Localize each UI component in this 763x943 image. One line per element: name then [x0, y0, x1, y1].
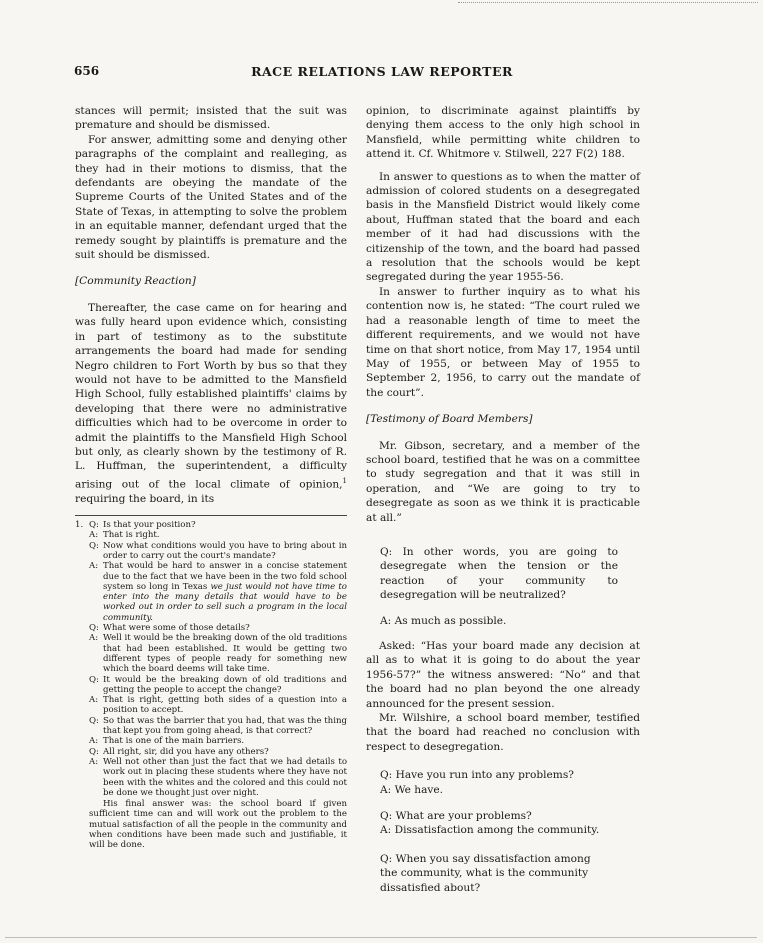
question-2: Q: Have you run into any problems?: [380, 769, 574, 782]
footnote-line-body: That is right, getting both sides of a question into a position to accept.: [103, 695, 347, 716]
footnote-line-body: Well it would be the breaking down of the old traditions that had been established. It would be getting two different types of people ready for something new which the board deems will take time.: [103, 633, 347, 675]
right-paragraph-6: Mr. Wilshire, a school board member, testified that the board had reached no conclusion with respect to desegregation.: [366, 712, 640, 753]
footnote-line: [75, 561, 347, 623]
right-paragraph-4: Mr. Gibson, secretary, and a member of the school board, testified that he was on a committee to study segregation and that it was still in operation, and “We are going to try to desegregate as soon as we think it is practicable at all.”: [366, 439, 640, 524]
footnote-speaker-label: Q:: [89, 674, 99, 685]
footnote-speaker-label: A:: [89, 530, 99, 541]
footnote-line-body: Well not other than just the fact that we had details to work out in placing these students where they have not been with the whites and the colored and this could not be done we thought just over night.: [103, 756, 347, 798]
footnote-number: [75, 561, 89, 623]
footnote-line-text: [103, 623, 347, 633]
footnote-line-body: Now what conditions would you have to bring about in order to carry out the court's mandate?: [103, 540, 347, 561]
question-1: Q: In other words, you are going to desegregate when the tension or the reaction of your community to desegregation will be neutralized?: [380, 545, 618, 602]
footnote-line: [75, 530, 347, 540]
page-number: 656: [74, 64, 100, 78]
footnote-speaker-label: A:: [89, 756, 99, 767]
footnote-line: [75, 675, 347, 696]
footnote-number: [75, 716, 89, 737]
footnote-line-text: [103, 716, 347, 737]
running-title: RACE RELATIONS LAW REPORTER: [251, 64, 513, 79]
footnote-number: [75, 747, 89, 757]
footnote-speaker-label: Q:: [89, 715, 99, 726]
right-paragraph-5: Asked: “Has your board made any decision at all as to what it is going to do about the year 1956-57?” the witness answered: “No” and that the board had no plan beyond the one already announced for the present session.: [366, 640, 640, 710]
footnote-line-text: [103, 561, 347, 623]
footnote-line-body: That would be hard to answer in a concise statement due to the fact that we have been in the two fold school system so long in Texas: [103, 561, 347, 592]
question-3: Q: What are your problems?: [380, 810, 532, 823]
question-4: Q: When you say dissatisfaction among the community, what is the community dissatisfied about?: [380, 852, 591, 894]
footnote-number: 1.: [75, 520, 84, 531]
left-paragraph-2: For answer, admitting some and denying other paragraphs of the complaint and realleging, as they had in their motions to dismiss, that the defendants are obeying the mandate of the Supreme Courts of the United States and of the State of Texas, in attempting to solve the problem in an equitable manner, defendant urged that the remedy sought by plaintiffs is premature and the suit should be dismissed.: [75, 133, 347, 262]
footnote-number: [75, 530, 89, 540]
footnote-line-body: What were some of those details?: [103, 623, 250, 634]
footnote-line-body: All right, sir, did you have any others?: [103, 746, 269, 757]
footnote-line-text: [103, 736, 347, 746]
left-paragraph-1: stances will permit; insisted that the suit was premature and should be dismissed.: [75, 105, 347, 132]
footnote-line: [75, 757, 347, 798]
footnote-number: [75, 675, 89, 696]
footnote-ref-1[interactable]: 1: [342, 476, 347, 485]
footnote-number: [75, 623, 89, 633]
answer-1: A: As much as possible.: [380, 614, 507, 627]
footnote-line: [75, 623, 347, 633]
footnote-line-text: [103, 633, 347, 674]
footnote-speaker-label: A:: [89, 736, 99, 747]
section-heading-community-reaction: [Community Reaction]: [75, 275, 196, 288]
footnote-number: [75, 757, 89, 798]
footnote-rule: [75, 515, 347, 516]
footnote-line-italic: we just would not have time to enter into the many details that would have to be worked out in order to sell such a program in the local community.: [103, 581, 347, 623]
footnote-line-text: [103, 747, 347, 757]
footnote-line: [75, 716, 347, 737]
footnote-line-text: [103, 541, 347, 562]
footnote-line-text: [103, 675, 347, 696]
bottom-rule: [5, 937, 757, 938]
right-paragraph-1: opinion, to discriminate against plaintiffs by denying them access to the only high school in Mansfield, while permitting white children to attend it. Cf. Whitmore v. Stilwell, 227 F(2) 188.: [366, 105, 640, 161]
footnote-line: [75, 633, 347, 674]
page-header: [74, 64, 690, 84]
footnote-speaker-label: A:: [89, 695, 99, 706]
footnote-line-text: [103, 520, 347, 530]
footnote-line: [75, 736, 347, 746]
footnote-line: [75, 695, 347, 716]
right-paragraph-2: In answer to questions as to when the matter of admission of colored students on a desegregated basis in the Mansfield District would likely come about, Huffman stated that the board and each member of it had had discussions with the citizenship of the town, and the board had passed a resolution that the schools would be kept segregated during the year 1955-56.: [366, 170, 640, 284]
footnote-number: [75, 541, 89, 562]
footnote-speaker-label: Q:: [89, 746, 99, 757]
footnote-number: [75, 633, 89, 674]
footnote-line-text: [103, 695, 347, 716]
answer-2: A: We have.: [380, 783, 444, 796]
footnote-line: [75, 520, 347, 530]
section-heading-testimony: [Testimony of Board Members]: [366, 413, 533, 426]
left-paragraph-3-end: requiring the board, in its: [75, 492, 215, 505]
footnote-1: [75, 520, 347, 851]
left-column: [75, 104, 347, 851]
footnote-line-body: That is one of the main barriers.: [103, 736, 245, 747]
footnote-line: [75, 747, 347, 757]
footnote-number: [75, 695, 89, 716]
footnote-line-text: [103, 757, 347, 798]
footnote-line: [75, 541, 347, 562]
footnote-line-body: So that was the barrier that you had, that was the thing that kept you from going ahead, is that correct?: [103, 715, 347, 737]
right-paragraph-3: In answer to further inquiry as to what his contention now is, he stated: “The court ruled we had a reasonable length of time to meet the different requirements, and we would not have time on that short notice, from May 17, 1954 until May of 1955, or between May of 1955 to September 2, 1956, to carry out the mandate of the court”.: [366, 285, 640, 399]
footnote-speaker-label: Q:: [89, 520, 99, 531]
footnote-line-text: [103, 530, 347, 540]
footnote-speaker-label: Q:: [89, 623, 99, 634]
footnote-speaker-label: Q:: [89, 540, 99, 551]
footnote-line-body: Is that your position?: [103, 520, 196, 531]
right-column: [366, 104, 640, 895]
left-paragraph-3-text: Thereafter, the case came on for hearing and was fully heard upon evidence which, consisting in part of testimony as to the substitute arrangements the board had made for sending Negro children to Fort Worth by bus so that they would not have to be admitted to the Mansfield High School, fully established plaintiffs' claims by developing that there were no administrative difficulties which had to be overcome in order to admit the plaintiffs to the Mansfield High School but only, as clearly shown by the testimony of R. L. Huffman, the superintendent, a difficulty arising out of the local climate of opinion,: [75, 301, 347, 491]
top-dotted-rule: [458, 2, 758, 3]
footnote-speaker-label: A:: [89, 633, 99, 644]
footnote-line-body: That is right.: [103, 530, 160, 541]
footnote-line-body: It would be the breaking down of old traditions and getting the people to accept the change?: [103, 674, 347, 695]
footnote-number: [75, 736, 89, 746]
answer-3: A: Dissatisfaction among the community.: [380, 824, 600, 837]
left-paragraph-3: [75, 301, 347, 506]
footnote-final-answer: His final answer was: the school board if given sufficient time can and will work out the problem to the mutual satisfaction of all the people in the community and when conditions have been made such and justifiable, it will be done.: [89, 799, 347, 851]
footnote-speaker-label: A:: [89, 561, 99, 572]
